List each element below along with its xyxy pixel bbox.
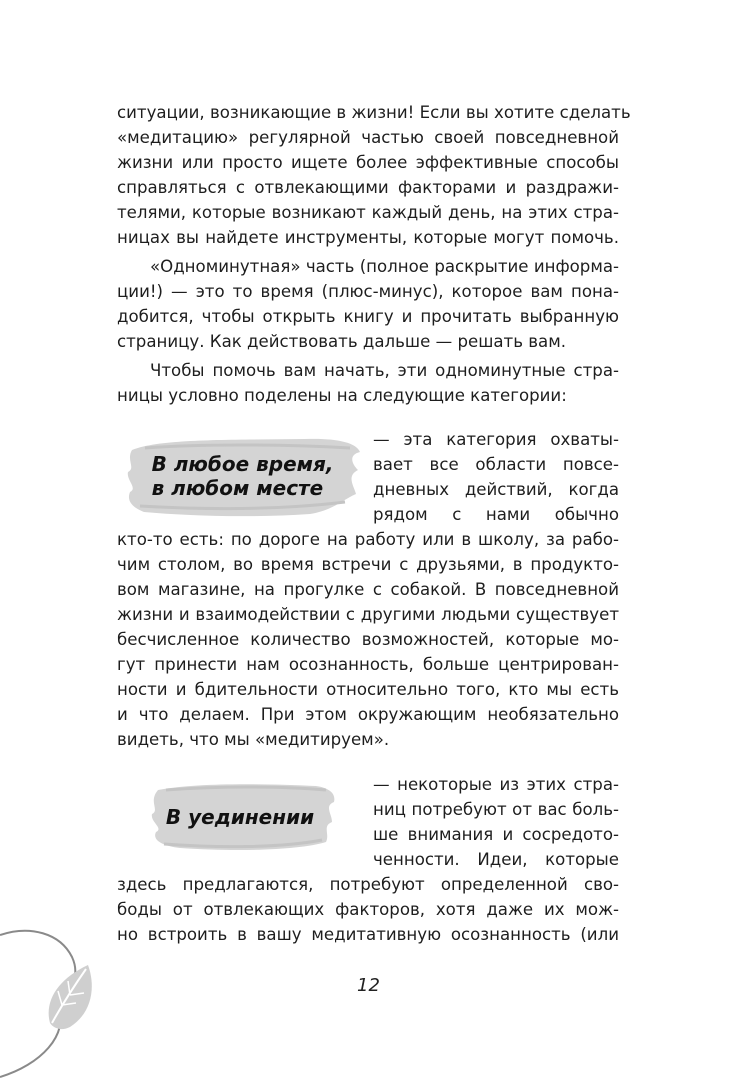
text-line: ченности. Идеи, которые	[373, 850, 619, 869]
text-line: ницах вы найдете инструменты, которые могут помочь.	[117, 228, 619, 247]
text-line: «медитацию» регулярной частью своей повседневной	[117, 128, 619, 147]
badge-label	[152, 452, 334, 500]
text-line: и что делаем. При этом окружающим необязательно	[117, 705, 619, 724]
text-line: ницы условно поделены на следующие категории:	[117, 386, 567, 405]
text-line: вает все области повсе-	[373, 455, 619, 474]
text-line: телями, которые возникают каждый день, на этих стра-	[117, 203, 619, 222]
text-line: вом магазине, на прогулке с собакой. В повседневной	[117, 580, 619, 599]
category-badge-anytime	[120, 430, 365, 522]
text-line: здесь предлагаются, потребуют определенной сво-	[117, 875, 619, 894]
text-line: — некоторые из этих стра-	[373, 775, 619, 794]
badge-label: В уединении	[165, 805, 315, 829]
category-badge-solitude	[140, 776, 340, 858]
badge-line-2: в любом месте	[151, 476, 324, 500]
text-line: жизни и взаимодействии с другими людьми существует	[117, 605, 619, 624]
text-line: ситуации, возникающие в жизни! Если вы хотите сделать	[117, 103, 631, 122]
badge-line-1: В любое время,	[151, 452, 334, 476]
text-line: «Одноминутная» часть (полное раскрытие информа-	[150, 257, 619, 276]
text-line: но встроить в вашу медитативную осознанность (или	[117, 925, 619, 944]
text-line: — эта категория охваты-	[373, 430, 619, 449]
text-line: бесчисленное количество возможностей, которые мо-	[117, 630, 619, 649]
text-line: кто-то есть: по дороге на работу или в школу, за рабо-	[117, 530, 619, 549]
text-line: ции!) — это то время (плюс-минус), которое вам пона-	[117, 282, 619, 301]
text-line: ности и бдительности относительно того, кто мы есть	[117, 680, 619, 699]
text-line: добится, чтобы открыть книгу и прочитать выбранную	[117, 307, 619, 326]
text-line: страницу. Как действовать дальше — решать вам.	[117, 332, 567, 351]
text-line: Чтобы помочь вам начать, эти одноминутные стра-	[150, 361, 619, 380]
page-number: 12	[357, 975, 380, 996]
text-line: ше внимания и сосредото-	[373, 825, 619, 844]
text-line: жизни или просто ищете более эффективные способы	[117, 153, 619, 172]
text-line: гут принести нам осознанность, больше центрирован-	[117, 655, 619, 674]
text-line: справляться с отвлекающими факторами и раздражи-	[117, 178, 619, 197]
text-line: ниц потребуют от вас боль-	[373, 800, 619, 819]
text-line: чим столом, во время встречи с друзьями, в продукто-	[117, 555, 619, 574]
text-line: рядом с нами обычно	[373, 505, 619, 524]
text-line: боды от отвлекающих факторов, хотя даже их мож-	[117, 900, 619, 919]
text-line: видеть, что мы «медитируем».	[117, 730, 390, 749]
text-line: дневных действий, когда	[373, 480, 619, 499]
